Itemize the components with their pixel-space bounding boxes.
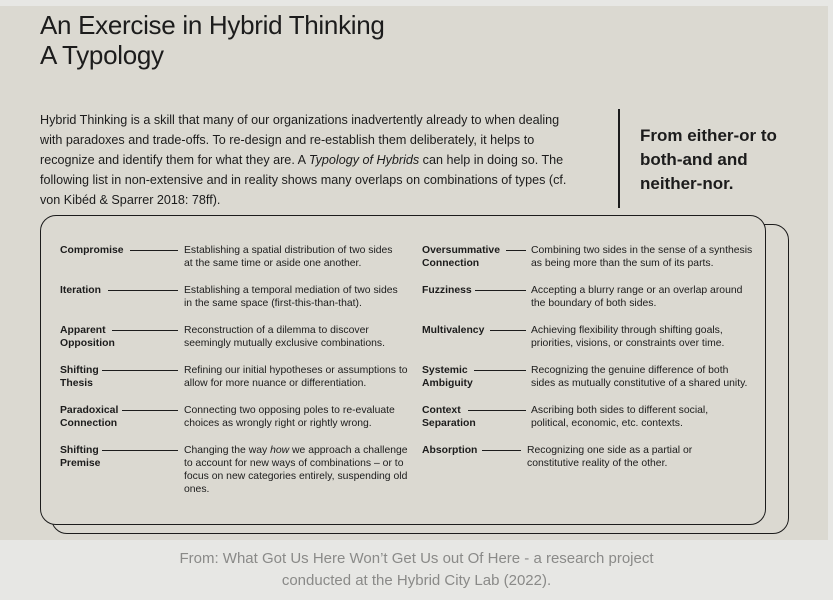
slide: [0, 6, 828, 540]
type-description: Establishing a spatial distribution of two sides at the same time or aside one another.: [184, 245, 393, 269]
typology-box: [40, 215, 766, 525]
type-description: Ascribing both sides to different social, political, economic, etc. contexts.: [531, 405, 709, 429]
page-title: [40, 10, 385, 70]
type-term: Apparent Opposition: [60, 325, 115, 349]
type-description: Connecting two opposing poles to re-evaluate choices as wrongly right or rightly wrong.: [184, 405, 395, 429]
type-term: Paradoxical Connection: [60, 405, 119, 429]
type-term: Shifting Thesis: [60, 365, 99, 389]
type-description: Achieving flexibility through shifting goals, priorities, visions, or constraints over time.: [531, 325, 725, 349]
caption-line-1: From: What Got Us Here Won’t Get Us out Of Here - a research project: [179, 550, 654, 567]
type-description: Changing the way how we approach a challenge to account for new ways of combinations – or to focus on new categories entirely, suspending old ones.: [184, 445, 408, 495]
title-line-1: An Exercise in Hybrid Thinking: [40, 10, 385, 40]
type-term: Shifting Premise: [60, 445, 101, 469]
connector-line: [122, 410, 178, 411]
connector-line: [506, 250, 526, 251]
intro-text-2: can help in doing so. The following list in non-extensive and in reality shows many overlaps on combinations of types (cf. von Kibéd & Sparrer 2018: 78ff).: [40, 153, 567, 207]
connector-line: [112, 330, 178, 331]
type-term: Systemic Ambiguity: [422, 365, 473, 389]
type-description: Reconstruction of a dilemma to discover seemingly mutually exclusive combinations.: [184, 325, 385, 349]
type-term: Compromise: [60, 245, 124, 256]
connector-line: [474, 370, 526, 371]
type-term: Context Separation: [422, 405, 476, 429]
connector-line: [130, 250, 178, 251]
intro-emphasis: Typology of Hybrids: [308, 153, 420, 167]
type-term: Fuzziness: [422, 285, 472, 296]
type-term: Iteration: [60, 285, 101, 296]
connector-line: [108, 290, 178, 291]
type-description: Combining two sides in the sense of a synthesis as being more than the sum of its parts.: [531, 245, 753, 269]
connector-line: [482, 450, 521, 451]
intro-text-1: Hybrid Thinking is a skill that many of our organizations inadvertently already to when dealing with paradoxes and trade-offs. To re-design and re-establish them deliberately, it helps to recognize and identify them for what they are. A: [40, 113, 560, 167]
connector-line: [490, 330, 526, 331]
type-description: Refining our initial hypotheses or assumptions to allow for more nuance or differentiation.: [184, 365, 408, 389]
connector-line: [102, 370, 178, 371]
type-description: Recognizing one side as a partial or constitutive reality of the other.: [527, 445, 693, 469]
connector-line: [102, 450, 178, 451]
type-term: Absorption: [422, 445, 478, 456]
source-caption: [0, 548, 833, 592]
connector-line: [475, 290, 526, 291]
type-description: Recognizing the genuine difference of both sides as mutually constitutive of a shared unity.: [531, 365, 748, 389]
type-description: Accepting a blurry range or an overlap around the boundary of both sides.: [531, 285, 743, 309]
title-line-2: A Typology: [40, 40, 164, 70]
type-term: Oversummative Connection: [422, 245, 500, 269]
intro-paragraph: [40, 110, 580, 210]
caption-line-2: conducted at the Hybrid City Lab (2022).: [281, 572, 552, 589]
connector-line: [468, 410, 526, 411]
type-term: Multivalency: [422, 325, 485, 336]
vertical-divider: [618, 109, 620, 208]
tagline: From either-or to both-and and neither-nor.: [640, 126, 777, 193]
type-description: Establishing a temporal mediation of two sides in the same space (first-this-than-that).: [184, 285, 398, 309]
